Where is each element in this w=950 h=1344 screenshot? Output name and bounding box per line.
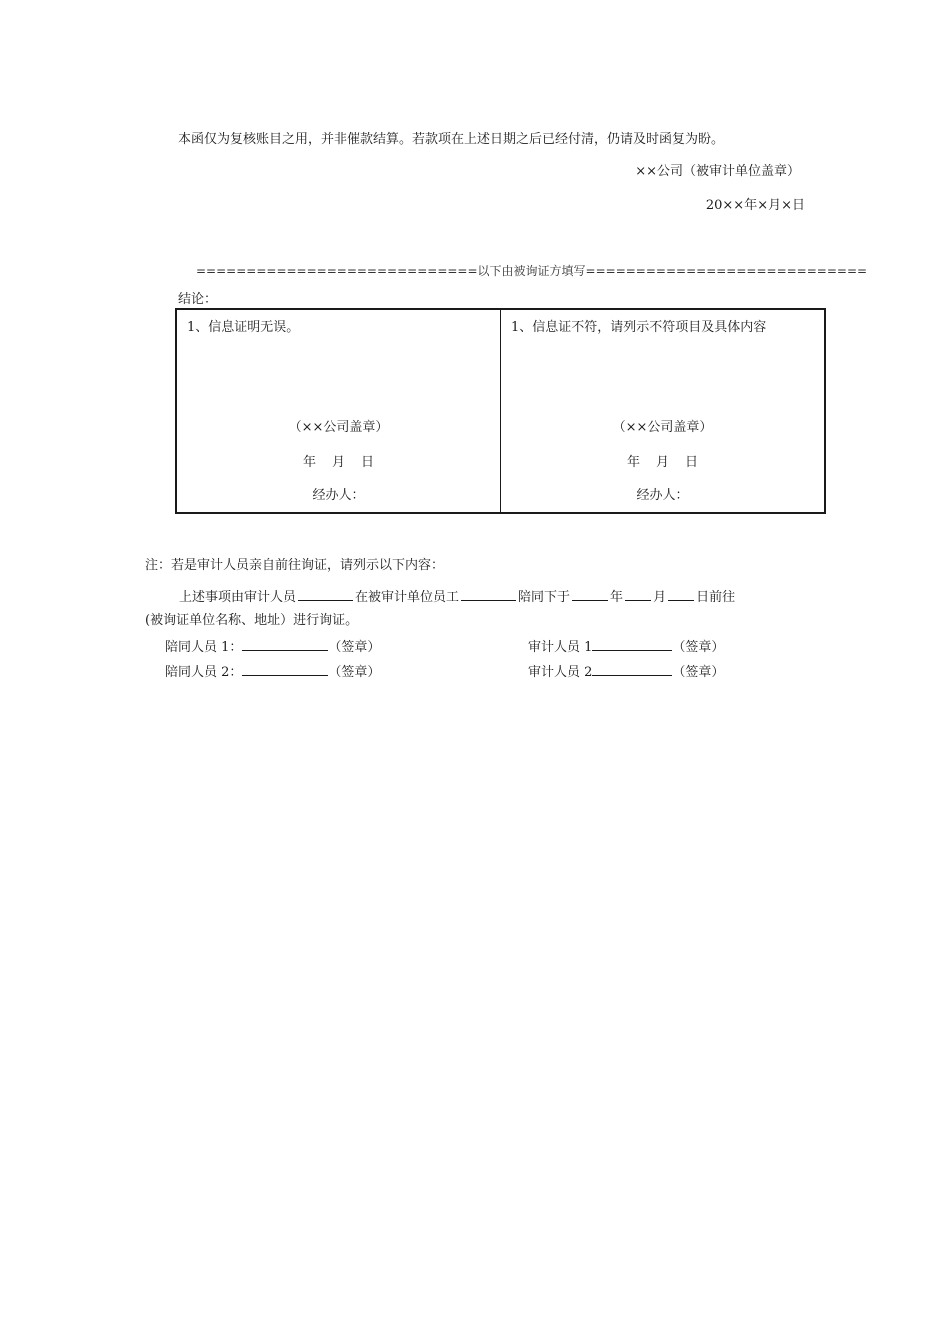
- note-text-4: 年: [610, 590, 624, 605]
- year-label: 年: [302, 455, 316, 470]
- year-blank[interactable]: [572, 587, 608, 601]
- auditor-signature-line[interactable]: [592, 637, 672, 651]
- auditor-label: 审计人员 2: [528, 665, 593, 680]
- seal-suffix: （签章）: [328, 640, 381, 655]
- companion-signature: [165, 661, 380, 680]
- day-blank[interactable]: [668, 587, 694, 601]
- company-seal-label: （××公司盖章）: [612, 420, 713, 435]
- confirmation-table: [175, 308, 826, 514]
- seal-suffix: （签章）: [672, 640, 725, 655]
- companion-signature-line[interactable]: [242, 662, 328, 676]
- handler-label: 经办人：: [312, 488, 365, 503]
- companion-label: 陪同人员 1：: [165, 640, 243, 655]
- signature-row: [165, 636, 765, 656]
- note-text-5: 月: [653, 590, 667, 605]
- date-fields: [177, 451, 500, 470]
- employee-blank[interactable]: [461, 587, 516, 601]
- day-label: 日: [685, 455, 699, 470]
- confirm-correct-title: 1、信息证明无误。: [187, 320, 300, 335]
- companion-signature-line[interactable]: [242, 637, 328, 651]
- auditor-signature: [528, 636, 724, 655]
- section-divider: ============================以下由被询证方填写============================: [196, 264, 868, 278]
- note-text-1: 上述事项由审计人员: [179, 590, 297, 605]
- note-text-3: 陪同下于: [518, 590, 571, 605]
- signature-date: 20××年×月×日: [705, 198, 805, 213]
- auditor-label: 审计人员 1: [528, 640, 593, 655]
- confirm-mismatch-cell: [501, 310, 824, 512]
- companion-signature: [165, 636, 380, 655]
- note-body: [145, 586, 808, 632]
- seal-suffix: （签章）: [328, 665, 381, 680]
- confirm-correct-cell: [177, 310, 501, 512]
- month-label: 月: [331, 455, 345, 470]
- day-label: 日: [361, 455, 375, 470]
- closing-paragraph: 本函仅为复核账目之用，并非催款结算。若款项在上述日期之后已经付清，仍请及时函复为盼。: [178, 132, 725, 147]
- date-fields: [501, 451, 824, 470]
- note-text-6: 日前往: [696, 590, 736, 605]
- auditor-blank[interactable]: [298, 587, 353, 601]
- handler-label: 经办人：: [636, 488, 689, 503]
- auditor-signature: [528, 661, 724, 680]
- note-text-2: 在被审计单位员工: [355, 590, 460, 605]
- company-seal-line: ××公司（被审计单位盖章）: [635, 164, 800, 179]
- signature-row: [165, 661, 765, 681]
- year-label: 年: [626, 455, 640, 470]
- seal-suffix: （签章）: [672, 665, 725, 680]
- note-title: 注：若是审计人员亲自前往询证，请列示以下内容：: [145, 558, 445, 573]
- month-blank[interactable]: [625, 587, 651, 601]
- conclusion-label: 结论：: [178, 292, 218, 307]
- companion-label: 陪同人员 2：: [165, 665, 243, 680]
- company-seal-label: （××公司盖章）: [288, 420, 389, 435]
- note-text-7: (被询证单位名称、地址）进行询证。: [145, 613, 359, 628]
- confirm-mismatch-title: 1、信息证不符，请列示不符项目及具体内容: [511, 320, 767, 335]
- auditor-signature-line[interactable]: [592, 662, 672, 676]
- month-label: 月: [655, 455, 669, 470]
